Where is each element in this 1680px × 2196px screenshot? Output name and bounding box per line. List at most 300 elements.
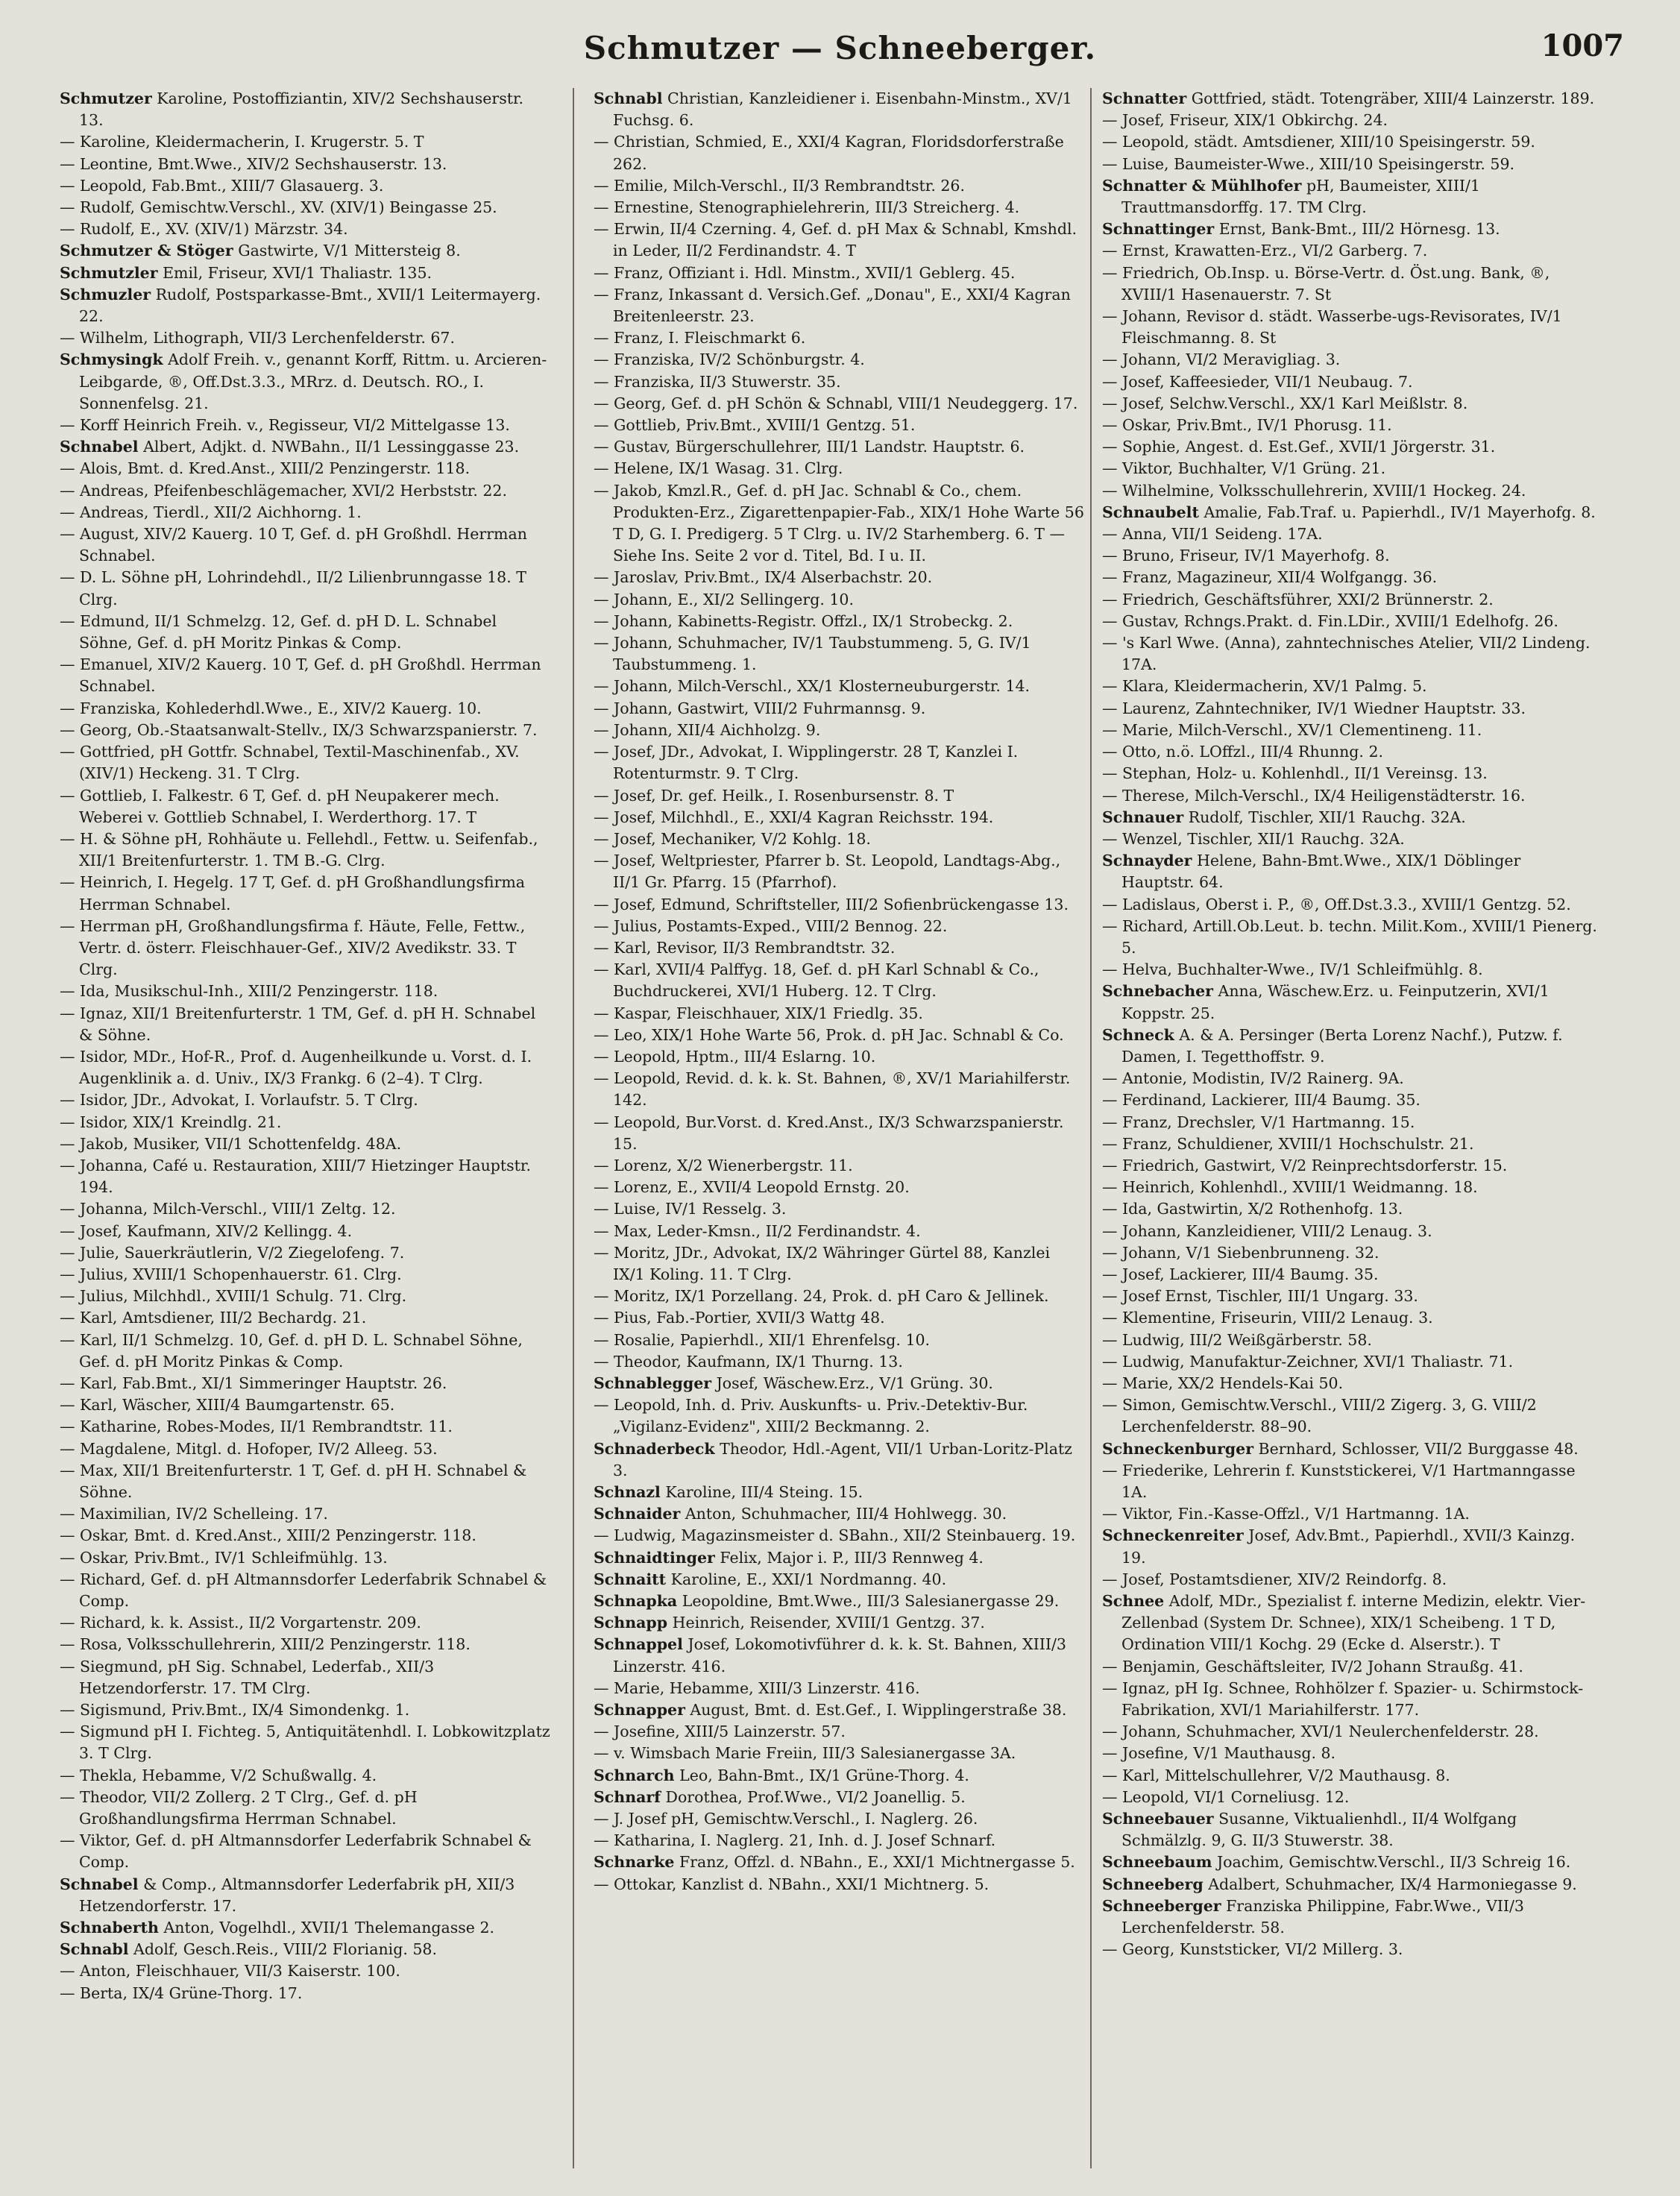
entry-surname: Schmysingk	[60, 350, 163, 369]
entry-text: — v. Wimsbach Marie Freiin, III/3 Salesianergasse 3A.	[594, 1744, 1016, 1763]
entry-text: — Oskar, Priv.Bmt., IV/1 Schleifmühlg. 13.	[60, 1548, 388, 1567]
directory-entry	[1102, 240, 1598, 262]
directory-entry	[594, 131, 1086, 174]
directory-entry	[594, 785, 1086, 807]
entry-surname: Schnaubelt	[1102, 503, 1199, 521]
directory-entry	[1102, 589, 1598, 611]
entry-text: — Gottfried, pH Gottfr. Schnabel, Textil-Maschinenfab., XV. (XIV/1) Heckeng. 31. T Clrg.	[60, 743, 520, 783]
directory-entry	[60, 1112, 552, 1133]
directory-entry	[594, 1221, 1086, 1242]
directory-entry	[60, 1917, 552, 1939]
entry-surname: Schnabel	[60, 438, 139, 456]
entry-text: — Simon, Gemischtw.Verschl., VIII/2 Zigerg. 3, G. VIII/2 Lerchenfelderstr. 88–90.	[1102, 1396, 1537, 1436]
directory-entry	[1102, 1591, 1598, 1656]
directory-entry	[60, 1307, 552, 1329]
directory-entry	[60, 1874, 552, 1917]
entry-text: — Karl, II/1 Schmelzg. 10, Gef. d. pH D. L. Schnabel Söhne, Gef. d. pH Moritz Pinkas & Comp.	[60, 1330, 523, 1371]
directory-entry	[60, 502, 552, 523]
entry-text: — Karoline, Kleidermacherin, I. Krugerstr. 5. T	[60, 133, 424, 151]
directory-entry	[594, 1678, 1086, 1699]
entry-surname: Schnaider	[594, 1505, 681, 1523]
directory-entry	[60, 1939, 552, 1960]
directory-entry	[594, 1155, 1086, 1177]
entry-surname: Schnayder	[1102, 852, 1192, 870]
directory-entry	[1102, 1394, 1598, 1438]
entry-text: Gastwirte, V/1 Mittersteig 8.	[238, 242, 461, 260]
entry-text: pH, Baumeister, XIII/1 Trauttmansdorffg. 17. TM Clrg.	[1121, 176, 1480, 217]
directory-entry	[1102, 1177, 1598, 1198]
directory-entry	[60, 523, 552, 567]
entry-text: — Edmund, II/1 Schmelzg. 12, Gef. d. pH D. L. Schnabel Söhne, Gef. d. pH Moritz Pinkas & Comp.	[60, 611, 497, 652]
directory-entry	[1102, 1569, 1598, 1591]
directory-entry	[1102, 1678, 1598, 1721]
entry-text: — Moritz, IX/1 Porzellang. 24, Prok. d. pH Caro & Jellinek.	[594, 1287, 1049, 1306]
entry-text: — Christian, Schmied, E., XXI/4 Kagran, Floridsdorferstraße 262.	[594, 133, 1064, 173]
directory-entry	[60, 1503, 552, 1525]
entry-text: — Karl, Fab.Bmt., XI/1 Simmeringer Hauptstr. 26.	[60, 1374, 447, 1392]
directory-entry	[60, 654, 552, 697]
entry-text: — Franziska, II/3 Stuwerstr. 35.	[594, 372, 841, 391]
entry-text: — Klementine, Friseurin, VIII/2 Lenaug. 3.	[1102, 1309, 1433, 1327]
directory-entry	[1102, 393, 1598, 415]
directory-entry	[1102, 349, 1598, 371]
directory-entry	[1102, 1721, 1598, 1743]
entry-text: — Theodor, VII/2 Zollerg. 2 T Clrg., Gef. d. pH Großhandlungsfirma Herrman Schnabel.	[60, 1787, 418, 1828]
directory-entry	[60, 1221, 552, 1242]
directory-entry	[1102, 131, 1598, 153]
directory-column-3	[1102, 88, 1598, 2176]
entry-text: Karoline, Postoffiziantin, XIV/2 Sechshauserstr. 13.	[79, 89, 524, 130]
entry-text: — Gustav, Bürgerschullehrer, III/1 Landstr. Hauptstr. 6.	[594, 438, 1025, 456]
directory-entry	[60, 1155, 552, 1198]
directory-entry	[60, 567, 552, 610]
entry-text: — Andreas, Pfeifenbeschlägemacher, XVI/2 Herbststr. 22.	[60, 481, 507, 500]
directory-entry	[1102, 1438, 1598, 1460]
entry-text: — Klara, Kleidermacherin, XV/1 Palmg. 5.	[1102, 677, 1427, 696]
directory-entry	[60, 1046, 552, 1089]
entry-text: — Therese, Milch-Verschl., IX/4 Heiligenstädterstr. 16.	[1102, 786, 1526, 805]
directory-entry	[594, 1808, 1086, 1830]
entry-text: — Georg, Ob.-Staatsanwalt-Stellv., IX/3 Schwarzspanierstr. 7.	[60, 720, 538, 739]
entry-text: — Johann, XII/4 Aichholzg. 9.	[594, 720, 821, 739]
directory-entry	[1102, 371, 1598, 393]
directory-entry	[1102, 1242, 1598, 1264]
entry-text: — Thekla, Hebamme, V/2 Schußwallg. 4.	[60, 1766, 377, 1784]
entry-text: Anna, Wäschew.Erz. u. Feinputzerin, XVI/1 Koppstr. 25.	[1121, 982, 1550, 1022]
directory-entry	[60, 1394, 552, 1416]
directory-entry	[594, 1198, 1086, 1220]
directory-entry	[1102, 306, 1598, 349]
entry-surname: Schnarke	[594, 1853, 675, 1872]
entry-text: Emil, Friseur, XVI/1 Thaliastr. 135.	[163, 263, 432, 282]
directory-entry	[594, 1482, 1086, 1503]
directory-entry	[60, 1416, 552, 1438]
entry-surname: Schnapper	[594, 1701, 685, 1720]
directory-entry	[1102, 175, 1598, 218]
entry-surname: Schnaberth	[60, 1919, 159, 1937]
directory-entry	[60, 828, 552, 872]
entry-text: Karoline, E., XXI/1 Nordmanng. 40.	[670, 1570, 947, 1588]
directory-entry	[60, 720, 552, 741]
entry-text: — Viktor, Buchhalter, V/1 Grüng. 21.	[1102, 459, 1386, 478]
entry-text: — 's Karl Wwe. (Anna), zahntechnisches Atelier, VII/2 Lindeng. 17A.	[1102, 634, 1591, 674]
entry-text: — Franz, Magazineur, XII/4 Wolfgangg. 36.	[1102, 568, 1438, 587]
entry-text: — Ida, Gastwirtin, X/2 Rothenhofg. 13.	[1102, 1200, 1403, 1218]
directory-entry	[1102, 1787, 1598, 1808]
directory-entry	[594, 1068, 1086, 1111]
entry-text: — Oskar, Priv.Bmt., IV/1 Phorusg. 11.	[1102, 416, 1392, 435]
directory-entry	[594, 1830, 1086, 1852]
entry-text: — Helene, IX/1 Wasag. 31. Clrg.	[594, 459, 843, 478]
directory-entry	[60, 741, 552, 784]
entry-text: — Leopold, VI/1 Corneliusg. 12.	[1102, 1787, 1350, 1806]
entry-text: — Anna, VII/1 Seideng. 17A.	[1102, 525, 1323, 544]
page-header	[0, 22, 1680, 82]
entry-text: — Wilhelmine, Volksschullehrerin, XVIII/1 Hockeg. 24.	[1102, 481, 1526, 500]
directory-entry	[1102, 632, 1598, 676]
entry-text: — Julius, Milchhdl., XVIII/1 Schulg. 71. Clrg.	[60, 1287, 407, 1306]
entry-text: — Julius, XVIII/1 Schopenhauerstr. 61. Clrg.	[60, 1265, 402, 1283]
entry-text: — Franziska, Kohlederhdl.Wwe., E., XIV/2 Kauerg. 10.	[60, 699, 482, 717]
entry-text: — Moritz, JDr., Advokat, IX/2 Währinger Gürtel 88, Kanzlei IX/1 Koling. 11. T Clrg.	[594, 1243, 1051, 1283]
entry-text: — Ludwig, III/2 Weißgärberstr. 58.	[1102, 1330, 1372, 1349]
directory-entry	[60, 175, 552, 197]
entry-surname: Schnatter	[1102, 89, 1187, 107]
entry-text: — Julie, Sauerkräutlerin, V/2 Ziegelofeng. 7.	[60, 1243, 405, 1262]
entry-text: — Viktor, Gef. d. pH Altmannsdorfer Lederfabrik Schnabel & Comp.	[60, 1831, 532, 1872]
entry-text: — Richard, k. k. Assist., II/2 Vorgartenstr. 209.	[60, 1614, 421, 1632]
entry-text: — Rosalie, Papierhdl., XII/1 Ehrenfelsg. 10.	[594, 1330, 931, 1349]
entry-text: — Johann, Gastwirt, VIII/2 Fuhrmannsg. 9.	[594, 699, 926, 717]
directory-entry	[60, 197, 552, 218]
entry-text: — Heinrich, Kohlenhdl., XVIII/1 Weidmanng. 18.	[1102, 1178, 1478, 1197]
entry-text: — Josef Ernst, Tischler, III/1 Ungarg. 33.	[1102, 1287, 1418, 1306]
directory-entry	[1102, 785, 1598, 807]
directory-entry	[60, 480, 552, 502]
directory-entry	[594, 1743, 1086, 1764]
entry-text: — Antonie, Modistin, IV/2 Rainerg. 9A.	[1102, 1069, 1404, 1088]
entry-text: — Korff Heinrich Freih. v., Regisseur, VI/2 Mittelgasse 13.	[60, 416, 510, 435]
directory-entry	[594, 1612, 1086, 1634]
directory-entry	[60, 458, 552, 479]
directory-entry	[1102, 720, 1598, 741]
directory-entry	[60, 1089, 552, 1111]
directory-entry	[1102, 567, 1598, 588]
entry-text: — Isidor, XIX/1 Kreindlg. 21.	[60, 1113, 282, 1131]
entry-text: Franziska Philippine, Fabr.Wwe., VII/3 Lerchenfelderstr. 58.	[1121, 1896, 1524, 1937]
entry-surname: Schnablegger	[594, 1374, 712, 1392]
directory-entry	[1102, 1460, 1598, 1503]
directory-entry	[594, 916, 1086, 937]
entry-text: Albert, Adjkt. d. NWBahn., II/1 Lessinggasse 23.	[143, 438, 520, 456]
directory-entry	[1102, 1373, 1598, 1394]
entry-text: — Lorenz, E., XVII/4 Leopold Ernstg. 20.	[594, 1178, 910, 1197]
entry-text: Susanne, Viktualienhdl., II/4 Wolfgang Schmälzlg. 9, G. II/3 Stuwerstr. 38.	[1121, 1810, 1517, 1850]
entry-text: — Isidor, JDr., Advokat, I. Vorlaufstr. 5. T Clrg.	[60, 1091, 418, 1110]
entry-text: Rudolf, Tischler, XII/1 Rauchg. 32A.	[1188, 808, 1466, 826]
directory-entry	[60, 1373, 552, 1394]
directory-entry	[594, 327, 1086, 349]
entry-surname: Schnappel	[594, 1635, 683, 1654]
entry-text: Anton, Schuhmacher, III/4 Hohlwegg. 30.	[685, 1505, 1007, 1523]
entry-text: — Katharine, Robes-Modes, II/1 Rembrandtstr. 11.	[60, 1418, 453, 1436]
directory-entry	[594, 632, 1086, 676]
directory-entry	[60, 88, 552, 131]
entry-surname: Schneckenreiter	[1102, 1526, 1244, 1545]
entry-text: — Josef, Postamtsdiener, XIV/2 Reindorfg. 8.	[1102, 1570, 1447, 1588]
entry-text: — Marie, Hebamme, XIII/3 Linzerstr. 416.	[594, 1679, 920, 1697]
directory-entry	[60, 1787, 552, 1830]
directory-entry	[1102, 1068, 1598, 1089]
entry-text: — Johann, Schuhmacher, IV/1 Taubstummeng. 5, G. IV/1 Taubstummeng. 1.	[594, 634, 1031, 674]
entry-surname: Schnarf	[594, 1787, 661, 1806]
directory-entry	[1102, 1307, 1598, 1329]
directory-entry	[60, 131, 552, 153]
entry-text: Josef, Adv.Bmt., Papierhdl., XVII/3 Kainzg. 19.	[1121, 1526, 1576, 1567]
entry-text: — Sigmund pH I. Fichteg. 5, Antiquitätenhdl. I. Lobkowitzplatz 3. T Clrg.	[60, 1722, 550, 1763]
directory-entry	[1102, 698, 1598, 720]
entry-text: Amalie, Fab.Traf. u. Papierhdl., IV/1 Mayerhofg. 8.	[1204, 503, 1596, 521]
directory-entry	[594, 1394, 1086, 1438]
entry-text: Bernhard, Schlosser, VII/2 Burggasse 48.	[1258, 1439, 1579, 1458]
entry-text: — Johann, Schuhmacher, XVI/1 Neulerchenfelderstr. 28.	[1102, 1722, 1539, 1741]
directory-entry	[594, 218, 1086, 262]
entry-text: — Julius, Postamts-Exped., VIII/2 Bennog. 22.	[594, 916, 948, 935]
entry-text: — Otto, n.ö. LOffzl., III/4 Rhunng. 2.	[1102, 743, 1384, 761]
directory-entry	[1102, 1112, 1598, 1133]
directory-entry	[1102, 88, 1598, 110]
entry-text: — Johanna, Milch-Verschl., VIII/1 Zeltg. 12.	[60, 1200, 396, 1218]
directory-entry	[594, 1852, 1086, 1873]
entry-text: — Friedrich, Gastwirt, V/2 Reinprechtsdorferstr. 15.	[1102, 1156, 1508, 1174]
directory-entry	[594, 393, 1086, 415]
directory-entry	[594, 88, 1086, 131]
entry-text: — Georg, Kunststicker, VI/2 Millerg. 3.	[1102, 1940, 1403, 1959]
directory-entry	[1102, 1089, 1598, 1111]
directory-entry	[594, 1351, 1086, 1373]
page-number: 1007	[1541, 28, 1624, 63]
entry-text: — Oskar, Bmt. d. Kred.Anst., XIII/2 Penzingerstr. 118.	[60, 1526, 476, 1545]
entry-text: — Ludwig, Manufaktur-Zeichner, XVI/1 Thaliastr. 71.	[1102, 1352, 1514, 1371]
entry-text: — Berta, IX/4 Grüne-Thorg. 17.	[60, 1983, 303, 2002]
entry-surname: Schnee	[1102, 1592, 1165, 1611]
directory-entry	[594, 1765, 1086, 1787]
directory-entry	[594, 1330, 1086, 1351]
directory-entry	[60, 1569, 552, 1612]
directory-entry	[594, 371, 1086, 393]
directory-entry	[594, 415, 1086, 436]
entry-text: — Josefine, V/1 Mauthausg. 8.	[1102, 1744, 1336, 1763]
directory-entry	[1102, 807, 1598, 828]
entry-text: Leopoldine, Bmt.Wwe., III/3 Salesianergasse 29.	[682, 1592, 1060, 1611]
entry-text: — Rudolf, E., XV. (XIV/1) Märzstr. 34.	[60, 220, 348, 239]
entry-text: Heinrich, Reisender, XVIII/1 Gentzg. 37.	[672, 1614, 985, 1632]
entry-text: — Katharina, I. Naglerg. 21, Inh. d. J. Josef Schnarf.	[594, 1831, 996, 1850]
directory-entry	[1102, 1286, 1598, 1307]
directory-entry	[594, 1242, 1086, 1286]
directory-entry	[60, 349, 552, 415]
entry-text: Adolf, Gesch.Reis., VIII/2 Florianig. 58.	[133, 1940, 437, 1959]
entry-text: — Helva, Buchhalter-Wwe., IV/1 Schleifmühlg. 8.	[1102, 960, 1483, 979]
directory-entry	[60, 436, 552, 458]
entry-text: — Franz, Offiziant i. Hdl. Minstm., XVII/1 Geblerg. 45.	[594, 263, 1016, 282]
directory-entry	[594, 894, 1086, 916]
entry-text: — Siegmund, pH Sig. Schnabel, Lederfab., XII/3 Hetzendorferstr. 17. TM Clrg.	[60, 1657, 435, 1697]
directory-entry	[60, 1765, 552, 1787]
directory-entry	[594, 567, 1086, 588]
entry-text: — Friederike, Lehrerin f. Kunststickerei, V/1 Hartmanngasse 1A.	[1102, 1461, 1576, 1501]
directory-entry	[1102, 959, 1598, 981]
entry-text: — Franz, Schuldiener, XVIII/1 Hochschulstr. 21.	[1102, 1134, 1474, 1153]
entry-text: — Bruno, Friseur, IV/1 Mayerhofg. 8.	[1102, 547, 1390, 565]
entry-text: Josef, Wäschew.Erz., V/1 Grüng. 30.	[716, 1374, 993, 1392]
entry-surname: Schnapka	[594, 1592, 678, 1611]
entry-text: — Ladislaus, Oberst i. P., ®, Off.Dst.3.3., XVIII/1 Gentzg. 52.	[1102, 895, 1571, 913]
entry-text: — Johann, Kanzleidiener, VIII/2 Lenaug. 3.	[1102, 1221, 1432, 1240]
entry-text: — Friedrich, Geschäftsführer, XXI/2 Brünnerstr. 2.	[1102, 590, 1494, 608]
directory-entry	[1102, 1133, 1598, 1155]
directory-entry	[60, 1830, 552, 1873]
entry-text: Theodor, Hdl.-Agent, VII/1 Urban-Loritz-Platz 3.	[613, 1439, 1072, 1479]
directory-entry	[1102, 262, 1598, 306]
entry-text: — Leopold, Bur.Vorst. d. Kred.Anst., IX/3 Schwarzspanierstr. 15.	[594, 1113, 1064, 1153]
directory-entry	[60, 154, 552, 175]
directory-entry	[60, 1003, 552, 1046]
directory-entry	[594, 698, 1086, 720]
directory-entry	[1102, 218, 1598, 240]
entry-text: Adolf Freih. v., genannt Korff, Rittm. u. Arcieren-Leibgarde, ®, Off.Dst.3.3., MRrz. d. Deutsch. RO., I. Sonnenfelsg. 21.	[79, 350, 547, 412]
directory-entry	[1102, 415, 1598, 436]
directory-entry	[1102, 1852, 1598, 1873]
directory-entry	[60, 1634, 552, 1655]
entry-text: — August, XIV/2 Kauerg. 10 T, Gef. d. pH Großhdl. Herrman Schnabel.	[60, 525, 527, 565]
directory-entry	[594, 937, 1086, 959]
entry-text: — Marie, XX/2 Hendels-Kai 50.	[1102, 1374, 1344, 1392]
entry-text: — Johann, Revisor d. städt. Wasserbe-ugs-Revisorates, IV/1 Fleischmanng. 8. St	[1102, 307, 1562, 347]
directory-entry	[1102, 1743, 1598, 1764]
directory-entry	[594, 850, 1086, 893]
entry-text: Franz, Offzl. d. NBahn., E., XXI/1 Michtnergasse 5.	[679, 1853, 1075, 1872]
entry-text: — Wilhelm, Lithograph, VII/3 Lerchenfelderstr. 67.	[60, 329, 455, 347]
directory-entry	[1102, 916, 1598, 959]
entry-text: — Franz, I. Fleischmarkt 6.	[594, 329, 806, 347]
entry-text: — Karl, Amtsdiener, III/2 Bechardg. 21.	[60, 1309, 367, 1327]
entry-text: — Leopold, Hptm., III/4 Eslarng. 10.	[594, 1047, 876, 1066]
directory-entry	[594, 1112, 1086, 1155]
directory-entry	[60, 611, 552, 654]
entry-text: — Rosa, Volksschullehrerin, XIII/2 Penzingerstr. 118.	[60, 1635, 471, 1654]
entry-text: — Andreas, Tierdl., XII/2 Aichhorng. 1.	[60, 503, 362, 521]
entry-text: — Gottlieb, Priv.Bmt., XVIII/1 Gentzg. 51.	[594, 416, 916, 435]
directory-entry	[60, 785, 552, 828]
entry-text: Adalbert, Schuhmacher, IX/4 Harmoniegasse 9.	[1208, 1875, 1577, 1893]
directory-entry	[594, 175, 1086, 197]
directory-entry	[1102, 502, 1598, 523]
directory-entry	[1102, 523, 1598, 545]
entry-text: — Max, XII/1 Breitenfurterstr. 1 T, Gef. d. pH H. Schnabel & Söhne.	[60, 1461, 527, 1501]
directory-entry	[60, 1960, 552, 1982]
entry-text: — Leo, XIX/1 Hohe Warte 56, Prok. d. pH Jac. Schnabl & Co.	[594, 1025, 1064, 1044]
entry-text: — Pius, Fab.-Portier, XVII/3 Wattg 48.	[594, 1309, 885, 1327]
directory-entry	[594, 1525, 1086, 1547]
directory-entry	[594, 1547, 1086, 1569]
entry-surname: Schmutzler	[60, 263, 158, 282]
entry-surname: Schnaitt	[594, 1570, 667, 1588]
entry-text: — Josef, Edmund, Schriftsteller, III/2 Sofienbrückengasse 13.	[594, 895, 1069, 913]
entry-text: — Leopold, Revid. d. k. k. St. Bahnen, ®, XV/1 Mariahilferstr. 142.	[594, 1069, 1071, 1110]
entry-text: — Karl, Mittelschullehrer, V/2 Mauthausg. 8.	[1102, 1766, 1450, 1784]
entry-text: — Jakob, Kmzl.R., Gef. d. pH Jac. Schnabl & Co., chem. Produkten-Erz., Zigarettenpapier-Fab., XIX/1 Hohe Warte 56 T D, G. I. Predigerg. 5 T Clrg. u. IV/2 Starhemberg. 6. T — Siehe Ins. Seite 2 vor d. Titel, Bd. I u. II.	[594, 481, 1084, 565]
directory-entry	[60, 1721, 552, 1764]
entry-surname: Schnaidtinger	[594, 1548, 715, 1567]
entry-surname: Schmuzler	[60, 285, 151, 303]
directory-entry	[1102, 611, 1598, 632]
directory-entry	[1102, 1874, 1598, 1895]
directory-entry	[594, 1286, 1086, 1307]
entry-text: — Karl, Revisor, II/3 Rembrandtstr. 32.	[594, 938, 896, 957]
entry-text: — Josef, Selchw.Verschl., XX/1 Karl Meißlstr. 8.	[1102, 394, 1468, 412]
entry-text: — J. Josef pH, Gemischtw.Verschl., I. Naglerg. 26.	[594, 1810, 978, 1828]
directory-entry	[60, 872, 552, 915]
entry-text: — Emilie, Milch-Verschl., II/3 Rembrandtstr. 26.	[594, 176, 965, 195]
directory-entry	[594, 1874, 1086, 1895]
directory-entry	[594, 284, 1086, 327]
directory-entry	[1102, 1264, 1598, 1286]
directory-entry	[1102, 1525, 1598, 1568]
entry-text: — Ignaz, XII/1 Breitenfurterstr. 1 TM, Gef. d. pH H. Schnabel & Söhne.	[60, 1004, 536, 1044]
entry-text: — Viktor, Fin.-Kasse-Offzl., V/1 Hartmanng. 1A.	[1102, 1505, 1470, 1523]
directory-entry	[60, 1286, 552, 1307]
entry-text: Christian, Kanzleidiener i. Eisenbahn-Minstm., XV/1 Fuchsg. 6.	[613, 89, 1072, 130]
directory-entry	[60, 698, 552, 720]
entry-text: — Leopold, Fab.Bmt., XIII/7 Glasauerg. 3.	[60, 176, 384, 195]
entry-text: — Lorenz, X/2 Wienerbergstr. 11.	[594, 1156, 853, 1174]
directory-entry	[1102, 1155, 1598, 1177]
entry-text: — Anton, Fleischhauer, VII/3 Kaiserstr. 100.	[60, 1962, 400, 1981]
directory-entry	[1102, 763, 1598, 784]
directory-entry	[1102, 1895, 1598, 1939]
directory-entry	[594, 1503, 1086, 1525]
directory-entry	[60, 327, 552, 349]
entry-text: Gottfried, städt. Totengräber, XIII/4 Lainzerstr. 189.	[1191, 89, 1595, 107]
entry-text: & Comp., Altmannsdorfer Lederfabrik pH, XII/3 Hetzendorferstr. 17.	[79, 1875, 515, 1915]
directory-entry	[1102, 1939, 1598, 1960]
entry-text: Rudolf, Postsparkasse-Bmt., XVII/1 Leitermayerg. 22.	[79, 285, 541, 326]
directory-entry	[1102, 545, 1598, 567]
entry-surname: Schnatter & Mühlhofer	[1102, 176, 1302, 195]
entry-surname: Schneck	[1102, 1025, 1174, 1044]
entry-text: — Benjamin, Geschäftsleiter, IV/2 Johann Straußg. 41.	[1102, 1657, 1523, 1676]
entry-text: — Magdalene, Mitgl. d. Hofoper, IV/2 Alleeg. 53.	[60, 1439, 438, 1458]
entry-text: — Richard, Gef. d. pH Altmannsdorfer Lederfabrik Schnabel & Comp.	[60, 1570, 547, 1611]
entry-text: — Ernestine, Stenographielehrerin, III/3 Streicherg. 4.	[594, 198, 1020, 217]
entry-text: — Karl, XVII/4 Palffyg. 18, Gef. d. pH Karl Schnabl & Co., Buchdruckerei, XVI/1 Huberg. 12. T Clrg.	[594, 960, 1039, 1001]
directory-entry	[60, 1656, 552, 1699]
entry-text: Ernst, Bank-Bmt., III/2 Hörnesg. 13.	[1218, 220, 1500, 239]
directory-entry	[1102, 1503, 1598, 1525]
entry-surname: Schnebacher	[1102, 982, 1213, 1001]
entry-text: — Josef, JDr., Advokat, I. Wipplingerstr. 28 T, Kanzlei I. Rotenturmstr. 9. T Clrg.	[594, 743, 1019, 783]
entry-text: A. & A. Persinger (Berta Lorenz Nachf.), Putzw. f. Damen, I. Tegetthoffstr. 9.	[1121, 1025, 1563, 1066]
entry-text: — Leopold, städt. Amtsdiener, XIII/10 Speisingerstr. 59.	[1102, 133, 1535, 151]
entry-surname: Schneeberger	[1102, 1896, 1221, 1915]
directory-entry	[60, 916, 552, 981]
directory-entry	[594, 1699, 1086, 1721]
entry-surname: Schnapp	[594, 1614, 668, 1632]
entry-text: — Theodor, Kaufmann, IX/1 Thurng. 13.	[594, 1352, 903, 1371]
directory-entry	[1102, 1765, 1598, 1787]
entry-text: — Stephan, Holz- u. Kohlenhdl., II/1 Vereinsg. 13.	[1102, 764, 1488, 783]
